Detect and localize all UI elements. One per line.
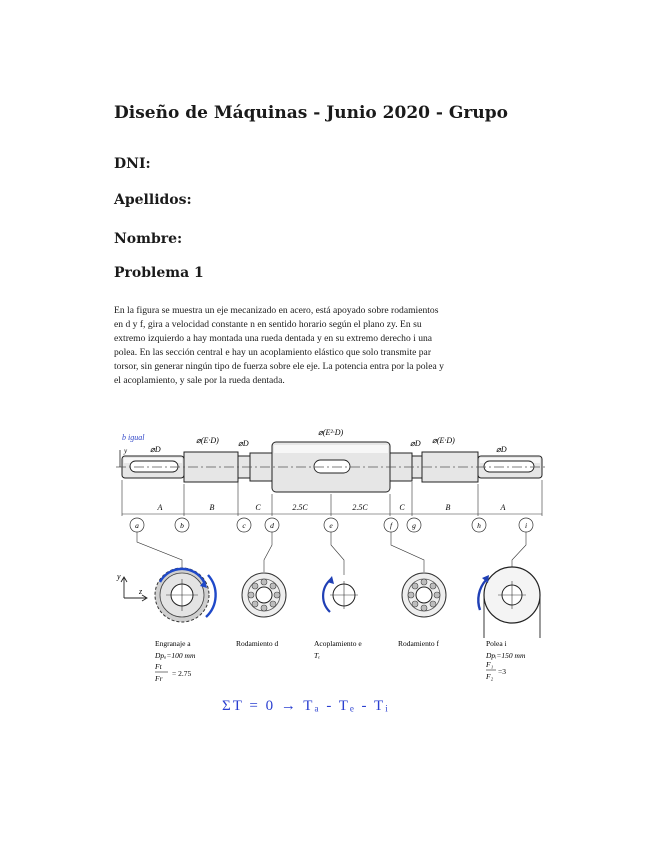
nombre-label: Nombre: <box>114 231 183 247</box>
dimension-label: A <box>500 503 506 512</box>
section-label: a <box>135 521 139 530</box>
statement-line: en d y f, gira a velocidad constante n en sentido horario según el plano zy. En su <box>114 319 422 330</box>
pulley-ratio-value: =3 <box>498 667 506 676</box>
section-label: e <box>329 521 333 530</box>
diameter-label: ⌀(E·D) <box>432 436 455 445</box>
page-title: Diseño de Máquinas - Junio 2020 - Grupo <box>114 103 508 123</box>
gear-ratio-value: = 2.75 <box>172 669 192 678</box>
diameter-label: ⌀D <box>238 439 249 448</box>
dimension-label: C <box>399 503 405 512</box>
bearing-f-icon <box>402 573 446 617</box>
section-label: c <box>242 521 246 530</box>
statement-line: En la figura se muestra un eje mecanizado en acero, está apoyado sobre rodamientos <box>114 305 439 316</box>
bearing-d-icon <box>242 573 286 617</box>
pulley-icon <box>478 567 540 638</box>
keyway-left <box>130 461 178 472</box>
gear-pitch-diameter: Dpₐ=100 mm <box>155 651 196 660</box>
section-label: b <box>180 521 184 530</box>
diameter-label: ⌀D <box>496 445 507 454</box>
dimension-label: C <box>255 503 261 512</box>
diameter-label: ⌀(E·D) <box>196 436 219 445</box>
pulley-ratio-denominator: F₂ <box>486 672 494 681</box>
diameter-label: ⌀(E²·D) <box>318 428 344 437</box>
coupling-torque: Tₑ <box>314 651 321 660</box>
bearing-f-caption: Rodamiento f <box>398 639 440 648</box>
handwritten-note: b igual <box>122 433 145 442</box>
statement-line: torsor, sin generar ningún tipo de fuerza sobre ele eje. La potencia entra por la polea y <box>114 361 444 372</box>
section-label: i <box>524 521 528 530</box>
problem-heading: Problema 1 <box>114 265 204 281</box>
axes-icon <box>121 577 147 601</box>
diameter-label: ⌀D <box>410 439 421 448</box>
gear-caption: Engranaje a <box>155 639 191 648</box>
dni-label: DNI: <box>114 156 151 172</box>
coupling-caption: Acoplamiento e <box>314 639 362 648</box>
gear-icon <box>155 568 216 622</box>
gear-ratio-numerator: Ft <box>155 662 162 671</box>
bearing-d-caption: Rodamiento d <box>236 639 279 648</box>
section-label: f <box>389 521 393 530</box>
keyway-center <box>314 460 350 473</box>
diameter-label: ⌀D <box>150 445 161 454</box>
statement-line: el acoplamiento, y sale por la rueda dentada. <box>114 375 285 386</box>
pulley-caption: Polea i <box>486 639 507 648</box>
section-label: g <box>412 521 416 530</box>
axis-y-label: y <box>117 572 121 581</box>
gear-ratio-denominator: Fr <box>155 674 163 683</box>
statement-line: extremo izquierdo a hay montada una rueda dentada y en su extremo derecho i una <box>114 333 433 344</box>
keyway-right <box>484 461 534 472</box>
dimension-label: 2.5C <box>352 503 368 512</box>
handwritten-equation: ΣT = 0 → Tₐ - Tₑ - Tᵢ <box>222 698 390 714</box>
dimension-label: 2.5C <box>292 503 308 512</box>
statement-line: polea. En las sección central e hay un acoplamiento elástico que solo transmite par <box>114 347 432 358</box>
axis-z-label: z <box>139 587 143 596</box>
section-label: h <box>477 521 481 530</box>
pulley-pitch-diameter: Dpᵢ=150 mm <box>486 651 526 660</box>
coupling-icon <box>323 576 358 612</box>
pulley-ratio-numerator: F₁ <box>486 660 494 669</box>
dimension-label: B <box>445 503 451 512</box>
svg-text:y: y <box>124 447 128 455</box>
dimension-label: A <box>157 503 163 512</box>
dimension-label: B <box>209 503 215 512</box>
problem-statement <box>114 304 548 388</box>
section-label: d <box>270 521 274 530</box>
shaft-figure <box>0 420 656 720</box>
apellidos-label: Apellidos: <box>114 192 192 208</box>
